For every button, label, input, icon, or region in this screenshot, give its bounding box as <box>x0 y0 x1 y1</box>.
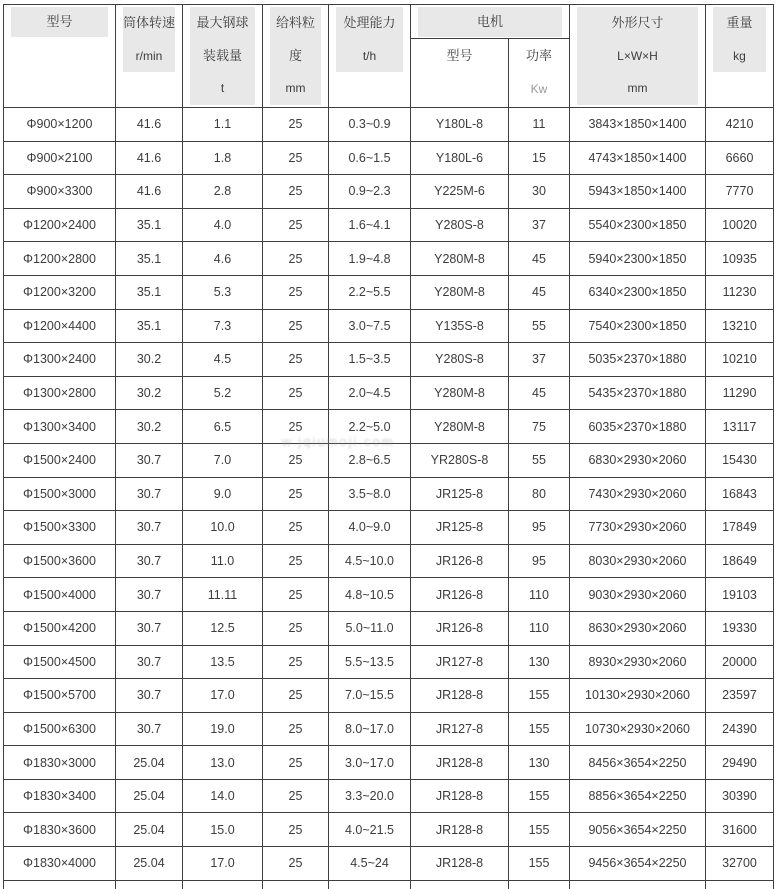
cell-model: Φ900×2100 <box>4 141 116 175</box>
table-row <box>4 544 774 578</box>
cell-weight: 15430 <box>706 443 774 477</box>
cell-dimensions: 3843×1850×1400 <box>570 108 706 142</box>
cell-feed-size: 25 <box>263 477 329 511</box>
header-label: 度 <box>288 47 302 63</box>
cell-dimensions: 4743×1850×1400 <box>570 141 706 175</box>
cell-dimensions: 5035×2370×1880 <box>570 343 706 377</box>
table-row <box>4 813 774 847</box>
cell-dimensions: 7430×2930×2060 <box>570 477 706 511</box>
cell-motor-power: 155 <box>509 813 570 847</box>
cell-speed: 41.6 <box>116 141 183 175</box>
cell-ball-load: 6.5 <box>183 410 263 444</box>
cell-capacity: 2.0~4.5 <box>329 376 411 410</box>
header-label: 处理能力 <box>343 15 396 30</box>
cell-weight: 24390 <box>706 712 774 746</box>
cell-feed-size: 25 <box>263 141 329 175</box>
cell-model: Φ900×1200 <box>4 108 116 142</box>
cell-capacity: 1.9~4.8 <box>329 242 411 276</box>
cell-weight: 23597 <box>706 679 774 713</box>
cell-motor-model: JR125-8 <box>411 511 509 545</box>
table-row <box>4 175 774 209</box>
cell-speed: 35.1 <box>116 309 183 343</box>
cell-motor-power: 155 <box>509 779 570 813</box>
cell-motor-power: 80 <box>509 477 570 511</box>
cell-feed-size: 25 <box>263 208 329 242</box>
cell-model: Φ1200×2400 <box>4 208 116 242</box>
table-row <box>4 309 774 343</box>
cell-speed: 41.6 <box>116 108 183 142</box>
cell-model: Φ1500×3000 <box>4 477 116 511</box>
cell-capacity: 2.8~6.5 <box>329 443 411 477</box>
cell-speed: 30.7 <box>116 712 183 746</box>
cell-feed-size: 25 <box>263 108 329 142</box>
cell-motor-model: JR128-8 <box>411 746 509 780</box>
table-row <box>4 746 774 780</box>
cell-capacity: 4.5~10.0 <box>329 544 411 578</box>
cell-motor-power: 11 <box>509 108 570 142</box>
cell-capacity: 3.3~20.0 <box>329 779 411 813</box>
col-header-dimensions <box>570 5 706 108</box>
cell-model: Φ1830×3400 <box>4 779 116 813</box>
cell-dimensions: 8930×2930×2060 <box>570 645 706 679</box>
col-header-speed <box>116 5 183 108</box>
cell-dimensions: 5943×1850×1400 <box>570 175 706 209</box>
table-row <box>4 679 774 713</box>
cell-model: Φ1830×4000 <box>4 847 116 881</box>
cell-ball-load: 11.11 <box>183 578 263 612</box>
cell-empty <box>570 880 706 889</box>
cell-dimensions: 6035×2370×1880 <box>570 410 706 444</box>
cell-weight: 6660 <box>706 141 774 175</box>
cell-feed-size: 25 <box>263 275 329 309</box>
table-row <box>4 443 774 477</box>
cell-ball-load: 1.1 <box>183 108 263 142</box>
cell-speed: 35.1 <box>116 242 183 276</box>
cell-capacity: 4.5~24 <box>329 847 411 881</box>
table-row <box>4 376 774 410</box>
col-header-motor-model <box>411 39 509 108</box>
cell-model: Φ1300×3400 <box>4 410 116 444</box>
header-unit: L×W×H <box>617 48 658 63</box>
cell-ball-load: 5.2 <box>183 376 263 410</box>
cell-weight: 29490 <box>706 746 774 780</box>
cell-feed-size: 25 <box>263 679 329 713</box>
cell-weight: 11230 <box>706 275 774 309</box>
cell-ball-load: 11.0 <box>183 544 263 578</box>
cell-motor-model: JR128-8 <box>411 779 509 813</box>
cell-feed-size: 25 <box>263 712 329 746</box>
cell-weight: 19103 <box>706 578 774 612</box>
cell-capacity: 0.6~1.5 <box>329 141 411 175</box>
cell-ball-load: 13.5 <box>183 645 263 679</box>
cell-motor-power: 110 <box>509 611 570 645</box>
cell-capacity: 4.8~10.5 <box>329 578 411 612</box>
cell-feed-size: 25 <box>263 544 329 578</box>
cell-model: Φ1300×2800 <box>4 376 116 410</box>
cell-empty <box>411 880 509 889</box>
cell-capacity: 5.5~13.5 <box>329 645 411 679</box>
cell-ball-load: 10.0 <box>183 511 263 545</box>
cell-motor-power: 110 <box>509 578 570 612</box>
cell-motor-model: JR127-8 <box>411 712 509 746</box>
cell-dimensions: 5435×2370×1880 <box>570 376 706 410</box>
cell-ball-load: 13.0 <box>183 746 263 780</box>
cell-speed: 30.2 <box>116 410 183 444</box>
cell-motor-power: 45 <box>509 376 570 410</box>
cell-weight: 7770 <box>706 175 774 209</box>
col-header-motor-power <box>509 39 570 108</box>
table-row <box>4 511 774 545</box>
col-header-feed-size <box>263 5 329 108</box>
cell-feed-size: 25 <box>263 242 329 276</box>
table-row <box>4 343 774 377</box>
cell-feed-size: 25 <box>263 175 329 209</box>
cell-weight: 16843 <box>706 477 774 511</box>
cell-dimensions: 5940×2300×1850 <box>570 242 706 276</box>
cell-motor-power: 95 <box>509 544 570 578</box>
cell-dimensions: 7730×2930×2060 <box>570 511 706 545</box>
cell-speed: 35.1 <box>116 275 183 309</box>
cell-model: Φ1500×4200 <box>4 611 116 645</box>
cell-model: Φ1500×3300 <box>4 511 116 545</box>
cell-motor-power: 55 <box>509 443 570 477</box>
header-unit: kg <box>733 48 746 63</box>
cell-motor-model: Y280M-8 <box>411 242 509 276</box>
cell-weight: 10020 <box>706 208 774 242</box>
cell-capacity: 7.0~15.5 <box>329 679 411 713</box>
cell-motor-model: JR125-8 <box>411 477 509 511</box>
header-unit: r/min <box>135 48 163 63</box>
cell-motor-power: 45 <box>509 242 570 276</box>
header-unit: Kw <box>530 82 548 96</box>
cell-speed: 30.7 <box>116 611 183 645</box>
cell-weight: 31600 <box>706 813 774 847</box>
table-row <box>4 410 774 444</box>
cell-model: Φ1200×2800 <box>4 242 116 276</box>
cell-empty <box>706 880 774 889</box>
cell-capacity: 3.5~8.0 <box>329 477 411 511</box>
cell-dimensions: 9056×3654×2250 <box>570 813 706 847</box>
cell-speed: 25.04 <box>116 813 183 847</box>
header-label: 外形尺寸 <box>611 15 664 30</box>
cell-motor-power: 37 <box>509 343 570 377</box>
cell-speed: 30.7 <box>116 443 183 477</box>
cell-motor-model: JR128-8 <box>411 813 509 847</box>
cell-dimensions: 7540×2300×1850 <box>570 309 706 343</box>
cell-ball-load: 7.3 <box>183 309 263 343</box>
cell-ball-load: 1.8 <box>183 141 263 175</box>
cell-ball-load: 15.0 <box>183 813 263 847</box>
header-label: 电机 <box>476 14 503 29</box>
header-unit: mm <box>285 81 306 95</box>
cell-speed: 35.1 <box>116 208 183 242</box>
cell-speed: 30.7 <box>116 544 183 578</box>
cell-capacity: 0.9~2.3 <box>329 175 411 209</box>
cell-weight: 10935 <box>706 242 774 276</box>
cell-feed-size: 25 <box>263 309 329 343</box>
cell-empty <box>4 880 116 889</box>
cell-capacity: 4.0~9.0 <box>329 511 411 545</box>
cell-model: Φ1300×2400 <box>4 343 116 377</box>
cell-feed-size: 25 <box>263 443 329 477</box>
header-label: 给料粒 <box>275 15 315 30</box>
cell-dimensions: 8630×2930×2060 <box>570 611 706 645</box>
cell-weight: 13210 <box>706 309 774 343</box>
header-label: 装载量 <box>202 47 242 63</box>
cell-ball-load: 4.5 <box>183 343 263 377</box>
col-header-weight <box>706 5 774 108</box>
cell-model: Φ1500×4000 <box>4 578 116 612</box>
table-row <box>4 645 774 679</box>
cell-weight: 11290 <box>706 376 774 410</box>
cell-model: Φ1830×3000 <box>4 746 116 780</box>
cell-dimensions: 9456×3654×2250 <box>570 847 706 881</box>
table-row <box>4 847 774 881</box>
cell-motor-model: JR128-8 <box>411 847 509 881</box>
cell-weight: 20000 <box>706 645 774 679</box>
cell-speed: 25.04 <box>116 847 183 881</box>
cell-motor-power: 155 <box>509 847 570 881</box>
cell-empty <box>329 880 411 889</box>
cell-capacity: 2.2~5.5 <box>329 275 411 309</box>
cell-motor-power: 155 <box>509 712 570 746</box>
cell-capacity: 1.5~3.5 <box>329 343 411 377</box>
cell-motor-power: 37 <box>509 208 570 242</box>
cell-ball-load: 4.6 <box>183 242 263 276</box>
cell-feed-size: 25 <box>263 746 329 780</box>
cell-motor-power: 45 <box>509 275 570 309</box>
cell-motor-power: 130 <box>509 746 570 780</box>
header-unit: mm <box>627 81 648 95</box>
cell-feed-size: 25 <box>263 813 329 847</box>
table-row <box>4 275 774 309</box>
cell-motor-model: Y280S-8 <box>411 343 509 377</box>
cell-empty <box>116 880 183 889</box>
cell-feed-size: 25 <box>263 779 329 813</box>
cell-dimensions: 10730×2930×2060 <box>570 712 706 746</box>
spec-table <box>3 4 774 889</box>
cell-feed-size: 25 <box>263 376 329 410</box>
cell-model: Φ1500×4500 <box>4 645 116 679</box>
cell-feed-size: 25 <box>263 611 329 645</box>
cell-feed-size: 25 <box>263 578 329 612</box>
cell-motor-power: 15 <box>509 141 570 175</box>
cell-empty <box>183 880 263 889</box>
col-header-ball-load <box>183 5 263 108</box>
cell-model: Φ1200×4400 <box>4 309 116 343</box>
header-label: 重量 <box>726 15 753 30</box>
cell-capacity: 3.0~17.0 <box>329 746 411 780</box>
cell-feed-size: 25 <box>263 410 329 444</box>
cell-motor-power: 55 <box>509 309 570 343</box>
table-row <box>4 578 774 612</box>
cell-motor-power: 95 <box>509 511 570 545</box>
header-label: 型号 <box>46 14 73 29</box>
cell-speed: 30.7 <box>116 679 183 713</box>
cell-motor-power: 155 <box>509 679 570 713</box>
cell-weight: 10210 <box>706 343 774 377</box>
cell-weight: 17849 <box>706 511 774 545</box>
cell-model: Φ1500×6300 <box>4 712 116 746</box>
cell-feed-size: 25 <box>263 847 329 881</box>
table-row <box>4 477 774 511</box>
cell-ball-load: 2.8 <box>183 175 263 209</box>
cell-model: Φ1200×3200 <box>4 275 116 309</box>
header-label: 最大钢球 <box>196 15 249 30</box>
cell-empty <box>263 880 329 889</box>
cell-weight: 18649 <box>706 544 774 578</box>
cell-motor-model: Y180L-6 <box>411 141 509 175</box>
cell-capacity: 2.2~5.0 <box>329 410 411 444</box>
cell-motor-model: JR126-8 <box>411 544 509 578</box>
col-header-capacity <box>329 5 411 108</box>
cell-speed: 30.2 <box>116 343 183 377</box>
cell-ball-load: 9.0 <box>183 477 263 511</box>
cell-capacity: 8.0~17.0 <box>329 712 411 746</box>
table-row-partial <box>4 880 774 889</box>
cell-dimensions: 6340×2300×1850 <box>570 275 706 309</box>
cell-feed-size: 25 <box>263 511 329 545</box>
cell-model: Φ1830×3600 <box>4 813 116 847</box>
cell-dimensions: 5540×2300×1850 <box>570 208 706 242</box>
cell-motor-model: Y180L-8 <box>411 108 509 142</box>
cell-motor-model: Y280S-8 <box>411 208 509 242</box>
cell-speed: 25.04 <box>116 746 183 780</box>
cell-ball-load: 4.0 <box>183 208 263 242</box>
cell-motor-model: JR126-8 <box>411 611 509 645</box>
cell-ball-load: 17.0 <box>183 847 263 881</box>
cell-speed: 41.6 <box>116 175 183 209</box>
cell-ball-load: 19.0 <box>183 712 263 746</box>
cell-model: Φ900×3300 <box>4 175 116 209</box>
cell-capacity: 3.0~7.5 <box>329 309 411 343</box>
cell-motor-power: 130 <box>509 645 570 679</box>
table-row <box>4 108 774 142</box>
spec-table-body <box>4 108 774 889</box>
cell-weight: 32700 <box>706 847 774 881</box>
cell-motor-power: 30 <box>509 175 570 209</box>
header-row-top <box>4 5 774 39</box>
cell-ball-load: 12.5 <box>183 611 263 645</box>
cell-ball-load: 17.0 <box>183 679 263 713</box>
table-row <box>4 208 774 242</box>
cell-empty <box>509 880 570 889</box>
cell-capacity: 1.6~4.1 <box>329 208 411 242</box>
cell-speed: 25.04 <box>116 779 183 813</box>
cell-motor-model: Y280M-8 <box>411 410 509 444</box>
cell-ball-load: 5.3 <box>183 275 263 309</box>
cell-model: Φ1500×2400 <box>4 443 116 477</box>
cell-capacity: 0.3~0.9 <box>329 108 411 142</box>
cell-motor-power: 75 <box>509 410 570 444</box>
header-label: 型号 <box>446 48 473 63</box>
cell-motor-model: YR280S-8 <box>411 443 509 477</box>
cell-dimensions: 8030×2930×2060 <box>570 544 706 578</box>
cell-capacity: 4.0~21.5 <box>329 813 411 847</box>
cell-speed: 30.7 <box>116 645 183 679</box>
cell-ball-load: 14.0 <box>183 779 263 813</box>
cell-capacity: 5.0~11.0 <box>329 611 411 645</box>
cell-speed: 30.7 <box>116 511 183 545</box>
cell-ball-load: 7.0 <box>183 443 263 477</box>
cell-speed: 30.7 <box>116 477 183 511</box>
table-row <box>4 242 774 276</box>
cell-weight: 4210 <box>706 108 774 142</box>
header-unit: t <box>220 81 225 95</box>
cell-motor-model: JR126-8 <box>411 578 509 612</box>
cell-speed: 30.7 <box>116 578 183 612</box>
table-row <box>4 779 774 813</box>
cell-motor-model: Y135S-8 <box>411 309 509 343</box>
cell-motor-model: Y280M-8 <box>411 275 509 309</box>
cell-weight: 19330 <box>706 611 774 645</box>
cell-model: Φ1500×5700 <box>4 679 116 713</box>
cell-dimensions: 8456×3654×2250 <box>570 746 706 780</box>
cell-feed-size: 25 <box>263 343 329 377</box>
cell-dimensions: 6830×2930×2060 <box>570 443 706 477</box>
header-label: 功率 <box>525 48 552 63</box>
cell-weight: 30390 <box>706 779 774 813</box>
cell-dimensions: 8856×3654×2250 <box>570 779 706 813</box>
header-unit: t/h <box>362 48 377 63</box>
cell-motor-model: Y225M-6 <box>411 175 509 209</box>
col-header-motor-group <box>411 5 570 39</box>
spec-table-header <box>4 5 774 108</box>
table-row <box>4 141 774 175</box>
header-label: 筒体转速 <box>123 15 176 30</box>
table-row <box>4 712 774 746</box>
cell-dimensions: 10130×2930×2060 <box>570 679 706 713</box>
table-row <box>4 611 774 645</box>
cell-motor-model: JR127-8 <box>411 645 509 679</box>
cell-speed: 30.2 <box>116 376 183 410</box>
cell-feed-size: 25 <box>263 645 329 679</box>
cell-weight: 13117 <box>706 410 774 444</box>
cell-model: Φ1500×3600 <box>4 544 116 578</box>
cell-dimensions: 9030×2930×2060 <box>570 578 706 612</box>
col-header-model <box>4 5 116 108</box>
watermark: w.jqiumoji.com <box>282 434 395 449</box>
cell-motor-model: JR128-8 <box>411 679 509 713</box>
cell-motor-model: Y280M-8 <box>411 376 509 410</box>
